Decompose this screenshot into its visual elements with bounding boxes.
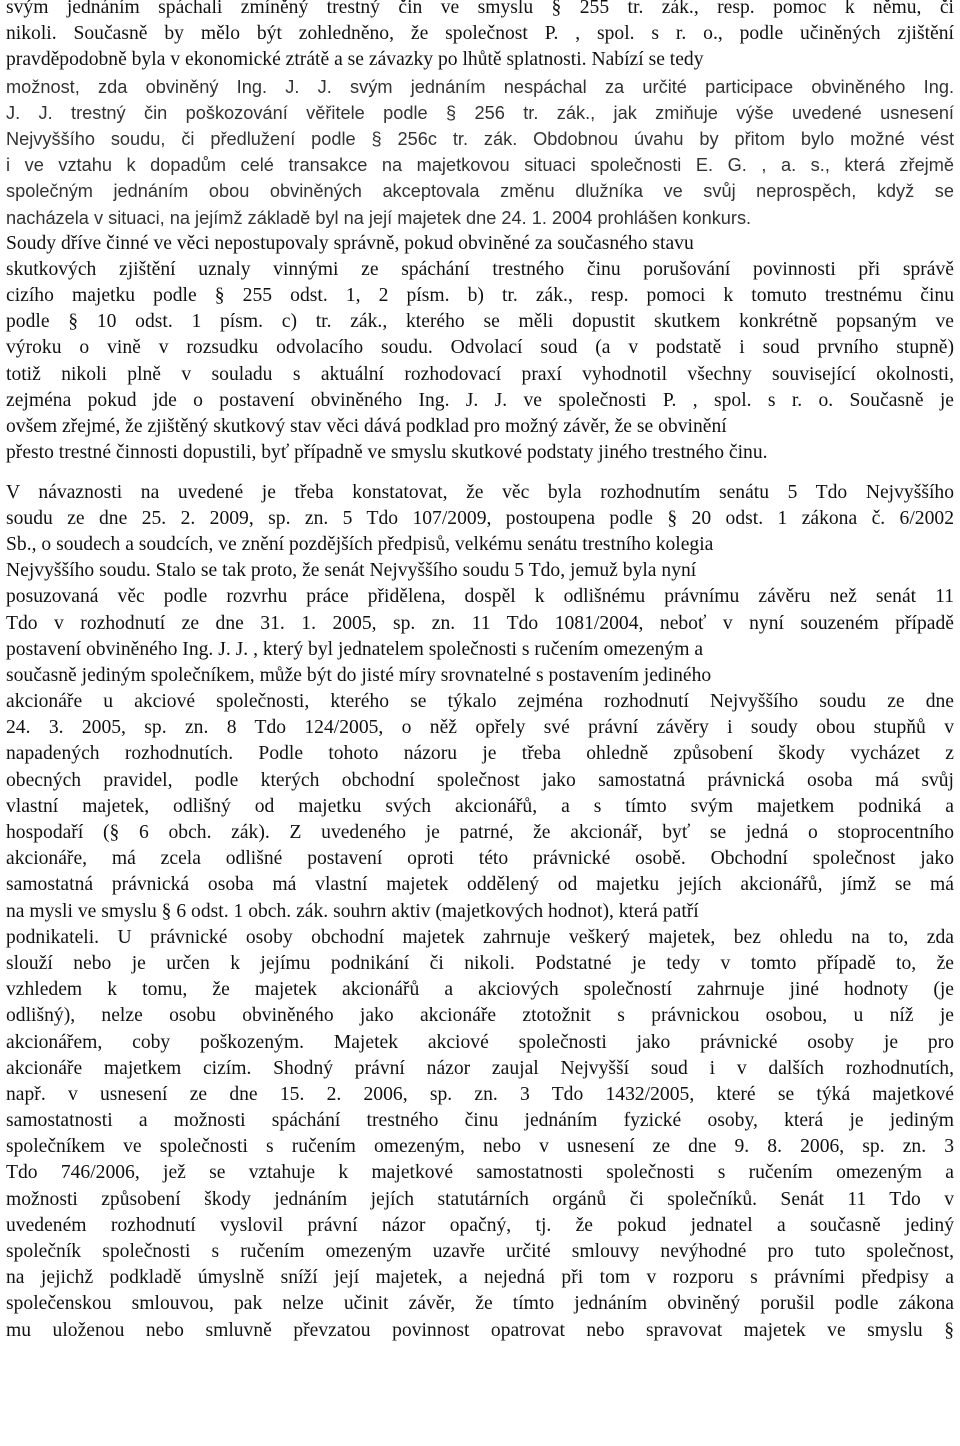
text-line: Nejvyššího soudu, či předlužení podle § 256c tr. zák. Obdobnou úvahu by přitom bylo možné vést [6,128,954,149]
text-line: 24. 3. 2005, sp. zn. 8 Tdo 124/2005, o něž opřely své právní závěry i soudy obou stupňů v [6,717,954,739]
text-line: přesto trestné činnosti dopustili, byť případně ve smyslu skutkové podstaty jiného trestného činu. [6,442,768,464]
text-line: odlišný), nelze osobu obviněného jako akcionáře ztotožnit s právnickou osobou, u níž je [6,1005,954,1027]
text-line: pravděpodobně byla v ekonomické ztrátě a se závazky po lhůtě splatnosti. Nabízí se tedy [6,49,704,71]
text-line: akcionáře, má zcela odlišné postavení oproti této právnické osobě. Obchodní společnost jako [6,848,954,870]
paragraph-1 [6,0,954,466]
text-line: skutkových zjištění uznaly vinnými ze spáchání trestného činu porušování povinnosti při správě [6,258,954,280]
text-line: Nejvyššího soudu. Stalo se tak proto, že senát Nejvyššího soudu 5 Tdo, jemuž byla nyní [6,560,697,582]
text-line: samostatná právnická osoba má vlastní majetek oddělený od majetku jejích akcionářů, jímž se má [6,874,954,896]
text-line: cizího majetku podle § 255 odst. 1, 2 písm. b) tr. zák., resp. pomoci k tomuto trestnému činu [6,285,954,307]
text-line: Soudy dříve činné ve věci nepostupovaly správně, pokud obviněné za současného stavu [6,232,694,254]
text-line: slouží nebo je určen k jejímu podnikání či nikoli. Podstatné je tedy v tomto případě to, že [6,952,954,974]
text-line: svým jednáním spáchali zmíněný trestný čin ve smyslu § 255 tr. zák., resp. pomoc k němu, či [6,0,954,18]
text-line: podle § 10 odst. 1 písm. c) tr. zák., kterého se měli dopustit skutkem konkrétně popsaným ve [6,311,954,333]
text-line: posuzovaná věc podle rozvrhu práce přidělena, dospěl k odlišnému právnímu závěru než senát 11 [6,586,954,608]
text-line: Sb., o soudech a soudcích, ve znění pozdějších předpisů, velkému senátu trestního kolegia [6,533,714,555]
text-line: V návaznosti na uvedené je třeba konstatovat, že věc byla rozhodnutím senátu 5 Tdo Nejvyššího [6,481,954,503]
text-line: společníkem ve společnosti s ručením omezeným, nebo v usnesení ze dne 9. 8. 2006, sp. zn. 3 [6,1136,954,1158]
text-line: společník společnosti s ručením omezeným uzavře určité smlouvy nevýhodné pro tuto společnost, [6,1241,954,1262]
text-line: i ve vztahu k dopadům celé transakce na majetkovou situaci společnosti E. G. , a. s., která zřejmě [6,155,954,176]
text-line: hospodaří (§ 6 obch. zák). Z uvedeného je patrné, že akcionář, byť se jedná o stoprocentního [6,822,954,843]
text-line: možnost, zda obviněný Ing. J. J. svým jednáním nespáchal za určité participace obviněného Ing. [6,76,954,97]
text-line: mu uloženou nebo smluvně převzatou povinnost opatrovat nebo spravovat majetek ve smyslu § [6,1319,954,1341]
text-line: výroku o vině v rozsudku odvolacího soudu. Odvolací soud (a v podstatě i soud prvního stupně) [6,337,954,359]
paragraph-2 [6,480,954,1344]
text-line: uvedeném rozhodnutí vyslovil právní názor opačný, tj. že pokud jednatel a současně jediný [6,1214,954,1236]
text-line: společným jednáním obou obviněných akceptovala změnu dlužníka ve svůj neprospěch, když se [6,181,954,202]
text-line: totiž nikoli plně v souladu s aktuální rozhodovací praxí vyhodnotil všechny související okolnosti, [6,363,954,385]
text-line: ovšem zřejmé, že zjištěný skutkový stav věci dává podklad pro možný závěr, že se obvinění [6,416,727,437]
text-line: nacházela v situaci, na jejímž základě byl na její majetek dne 24. 1. 2004 prohlášen konkurs. [6,207,752,228]
text-line: akcionáře majetkem cizím. Shodný právní názor zaujal Nejvyšší soud i v dalších rozhodnutích, [6,1057,954,1079]
text-line: podnikateli. U právnické osoby obchodní majetek zahrnuje veškerý majetek, bez ohledu na to, zda [6,926,954,948]
text-line: soudu ze dne 25. 2. 2009, sp. zn. 5 Tdo 107/2009, postoupena podle § 20 odst. 1 zákona č. 6/2002 [6,507,954,529]
text-line: obecných pravidel, podle kterých obchodní společnost jako samostatná právnická osoba má svůj [6,769,954,791]
text-line: Tdo v rozhodnutí ze dne 31. 1. 2005, sp. zn. 11 Tdo 1081/2004, neboť v nyní souzeném případě [6,612,954,634]
text-line: samostatnosti a možnosti spáchání trestného činu jednáním fyzické osoby, která je jediným [6,1110,954,1132]
text-line: vzhledem k tomu, že majetek akcionářů a akciových společností zahrnuje jiné hodnoty (je [6,979,954,1001]
text-line: zejména pokud jde o postavení obviněného Ing. J. J. ve společnosti P. , spol. s r. o. Současně je [6,389,954,411]
text-line: nikoli. Současně by mělo být zohledněno, že společnost P. , spol. s r. o., podle učiněných zjištění [6,23,954,45]
text-line: na jejichž podkladě úmyslně sníží její majetek, a nejedná při tom v rozporu s právními předpisy a [6,1267,954,1289]
text-line: postavení obviněného Ing. J. J. , který byl jednatelem společnosti s ručením omezeným a [6,638,704,660]
text-line: na mysli ve smyslu § 6 odst. 1 obch. zák. souhrn aktiv (majetkových hodnot), která patří [6,900,699,922]
text-line: akcionářem, coby poškozeným. Majetek akciové společnosti jako právnické osoby je pro [6,1031,954,1053]
text-line: J. J. trestný čin poškozování věřitele podle § 256 tr. zák., jak zmiňuje výše uvedené usnesení [6,102,954,123]
text-line: současně jediným společníkem, může být do jisté míry srovnatelné s postavením jediného [6,664,712,686]
text-line: např. v usnesení ze dne 15. 2. 2006, sp. zn. 3 Tdo 1432/2005, které se týká majetkové [6,1083,954,1105]
text-line: možnosti způsobení škody jednáním jejích statutárních orgánů či společníků. Senát 11 Tdo v [6,1188,954,1210]
text-line: Tdo 746/2006, jež se vztahuje k majetkové samostatnosti společnosti s ručením omezeným a [6,1162,954,1184]
text-line: vlastní majetek, odlišný od majetku svých akcionářů, a s tímto svým majetkem podniká a [6,795,954,817]
text-line: akcionáře u akciové společnosti, kterého se týkalo zejména rozhodnutí Nejvyššího soudu ze dne [6,691,954,713]
text-line: napadených rozhodnutích. Podle tohoto názoru je třeba ohledně způsobení škody vycházet z [6,743,954,765]
text-line: společenskou smlouvou, pak nelze učinit závěr, že tímto jednáním obviněný porušil podle zákona [6,1293,954,1315]
